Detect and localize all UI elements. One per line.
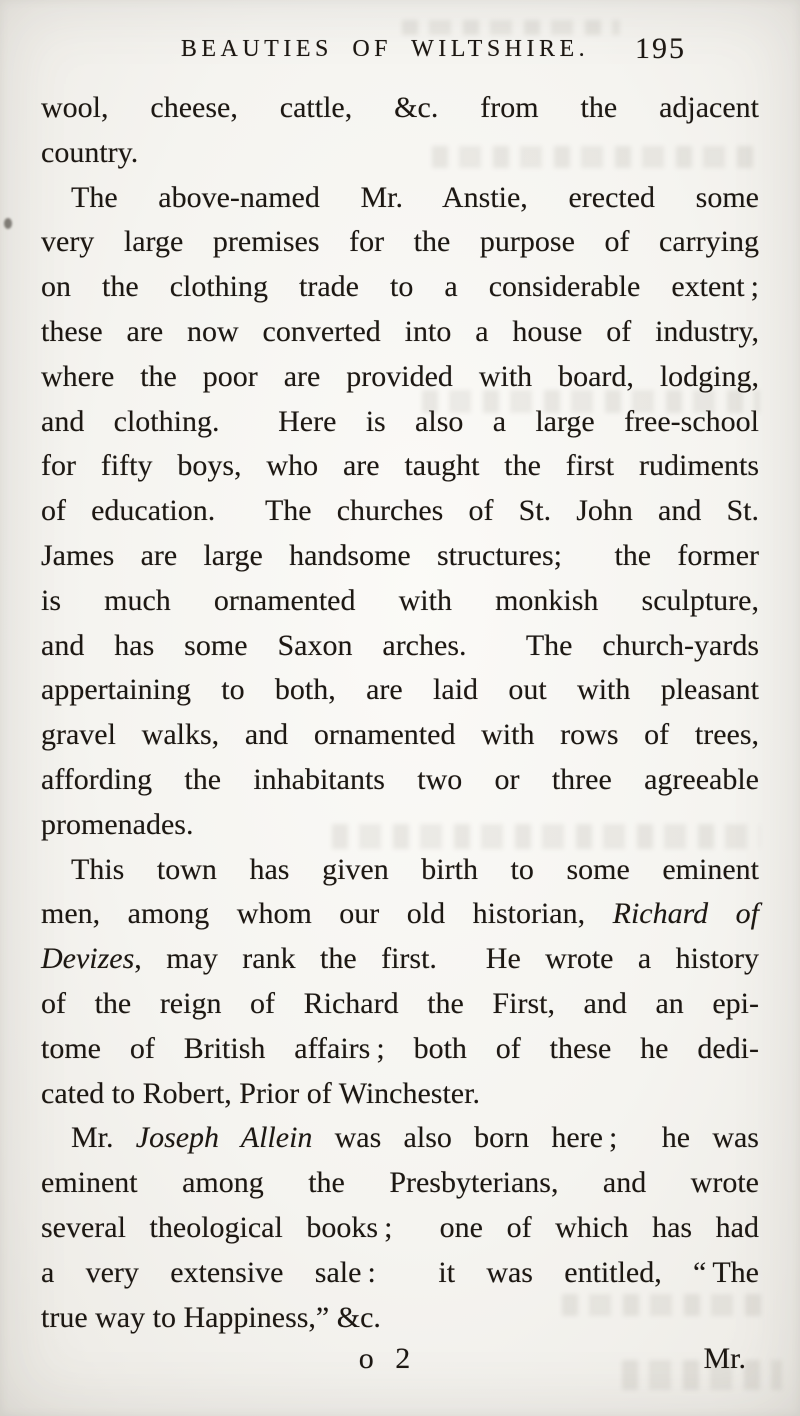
text-line: gravel walks, and ornamented with rows of trees, xyxy=(41,718,759,752)
text-line: a very extensive sale : it was entitled, “ The xyxy=(41,1255,759,1289)
text-line: where the poor are provided with board, lodging, xyxy=(41,359,759,393)
paragraph xyxy=(41,848,759,1117)
text-line: of education. The churches of St. John and St. xyxy=(41,494,759,528)
text-line: and clothing. Here is also a large free-school xyxy=(41,404,759,438)
catchword: Mr. xyxy=(703,1342,746,1375)
text-line: and has some Saxon arches. The church-yards xyxy=(41,628,759,662)
paragraph xyxy=(41,1116,759,1340)
text-line: of the reign of Richard the First, and an epi- xyxy=(41,986,759,1020)
text-line: for fifty boys, who are taught the first rudiments xyxy=(41,449,759,483)
text-line: promenades. xyxy=(41,807,194,841)
text-line: cated to Robert, Prior of Winchester. xyxy=(41,1076,480,1110)
text-line: men, among whom our old historian, Richard of xyxy=(41,897,759,931)
text-line: very large premises for the purpose of carrying xyxy=(41,225,759,259)
text-line: tome of British affairs ; both of these he dedi- xyxy=(41,1031,759,1065)
text-line: eminent among the Presbyterians, and wrote xyxy=(41,1166,759,1200)
page-header xyxy=(41,32,759,68)
text-line: is much ornamented with monkish sculpture, xyxy=(41,583,759,617)
text-line: affording the inhabitants two or three agreeable xyxy=(41,762,759,796)
ink-speck xyxy=(4,218,12,229)
page-footer xyxy=(41,1342,759,1386)
text-line: wool, cheese, cattle, &c. from the adjacent xyxy=(41,91,759,124)
text-line: on the clothing trade to a considerable extent ; xyxy=(41,270,759,304)
text-line: these are now converted into a house of industry, xyxy=(41,314,759,348)
text-line: Mr. Joseph Allein was also born here ; he was xyxy=(71,1121,759,1155)
page-body xyxy=(41,86,759,1340)
paragraph xyxy=(41,176,759,848)
text-line: Devizes, may rank the first. He wrote a history xyxy=(41,942,759,976)
text-line: This town has given birth to some eminent xyxy=(71,852,759,886)
text-line: James are large handsome structures; the former xyxy=(41,538,759,572)
paragraph xyxy=(41,86,759,176)
running-title: BEAUTIES OF WILTSHIRE. xyxy=(180,36,590,62)
page-number: 195 xyxy=(635,32,686,65)
text-line: appertaining to both, are laid out with pleasant xyxy=(41,673,759,707)
text-line: The above-named Mr. Anstie, erected some xyxy=(71,180,759,214)
signature-mark: o 2 xyxy=(358,1342,418,1375)
text-line: several theological books ; one of which has had xyxy=(41,1210,759,1244)
text-line: true way to Happiness,” &c. xyxy=(41,1300,381,1334)
text-line: country. xyxy=(41,135,139,169)
